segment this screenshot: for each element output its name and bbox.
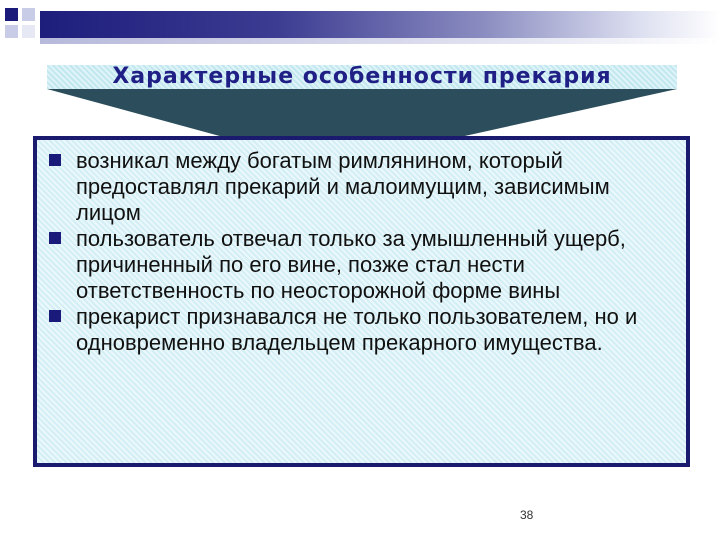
list-item-text: пользователь отвечал только за умышленный ущерб, причиненный по его вине, позже стал нести ответственность по неосторожной форме вины <box>76 226 626 303</box>
page-number: 38 <box>520 508 534 522</box>
page-title: Характерные особенности прекария <box>112 64 612 89</box>
decor-square-dark <box>5 8 18 21</box>
list-item-text: возникал между богатым римлянином, который предоставлял прекарий и малоимущим, зависимым лицом <box>76 148 610 225</box>
square-bullet-icon <box>49 154 61 166</box>
square-bullet-icon <box>49 310 61 322</box>
list-item <box>47 226 675 304</box>
list-item-text: прекарист признавался не только пользователем, но и одновременно владельцем прекарного имущества. <box>76 304 638 355</box>
list-item <box>47 148 675 226</box>
decor-square-light <box>22 8 35 21</box>
header-gradient-bar <box>40 11 720 38</box>
bullet-list <box>47 148 675 356</box>
square-bullet-icon <box>49 232 61 244</box>
decor-square-pale <box>22 25 35 38</box>
content-panel <box>33 136 690 467</box>
header-shadow-bar <box>40 38 720 44</box>
decor-square-light <box>5 25 18 38</box>
list-item <box>47 304 675 356</box>
